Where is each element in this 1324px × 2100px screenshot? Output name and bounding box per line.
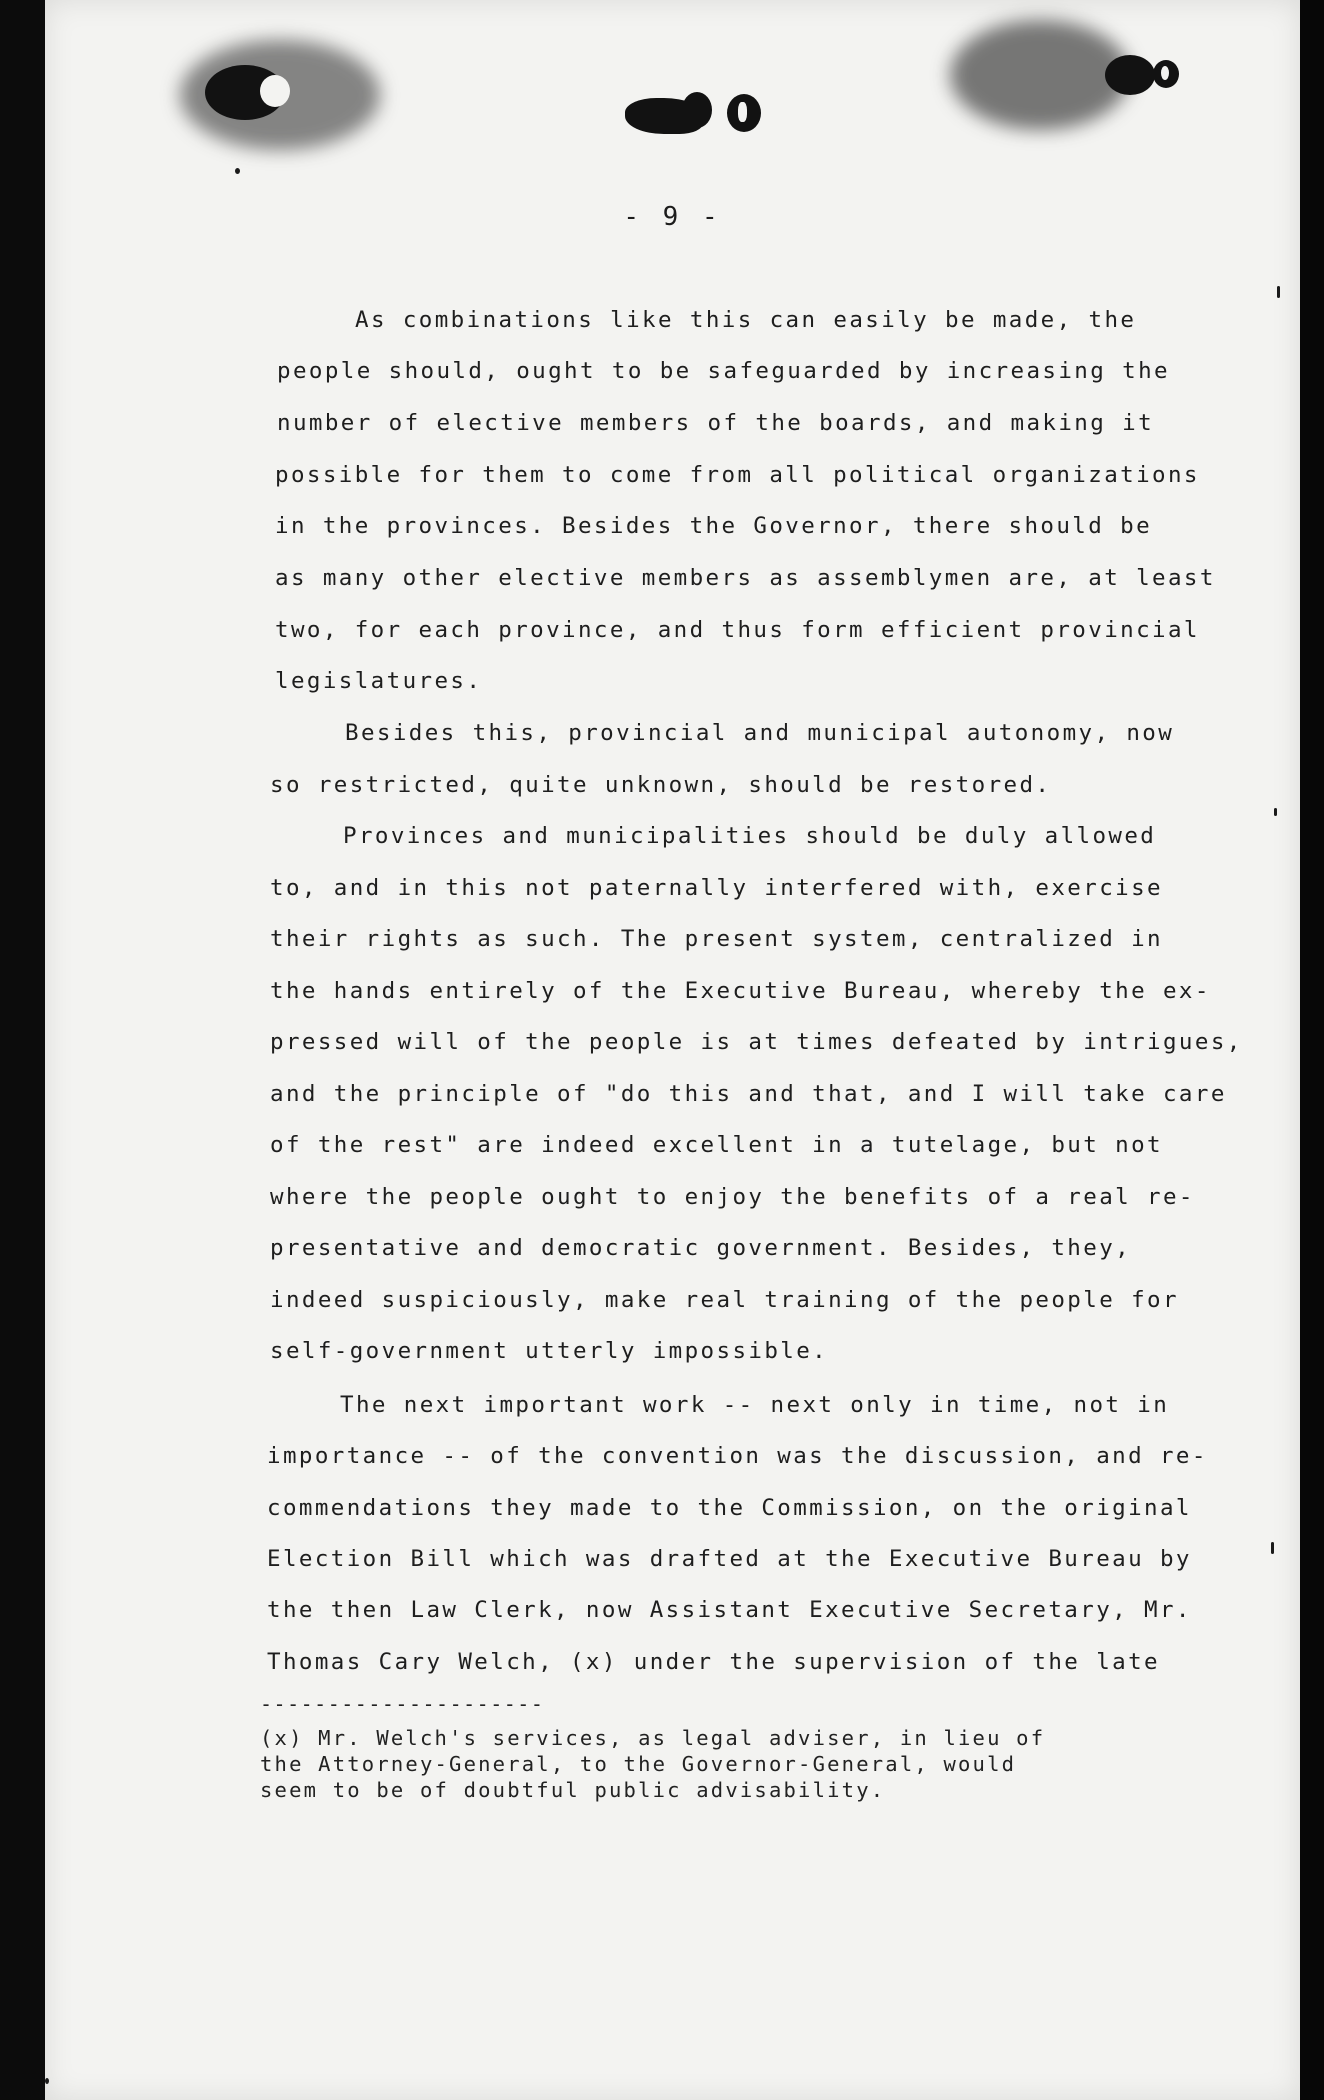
text-line: the then Law Clerk, now Assistant Executive Secretary, Mr. (267, 1597, 1192, 1623)
ink-dot-top-center (682, 92, 712, 128)
text-line: in the provinces. Besides the Governor, there should be (275, 513, 1153, 539)
text-line: importance -- of the convention was the discussion, and re- (267, 1443, 1208, 1469)
text-line: legislatures. (275, 668, 483, 694)
page-number: - 9 - (623, 202, 722, 232)
text-line: presentative and democratic government. Besides, they, (270, 1235, 1132, 1261)
text-line: pressed will of the people is at times defeated by intrigues, (270, 1029, 1243, 1055)
binder-hole-left (260, 75, 290, 107)
text-line: commendations they made to the Commission, on the original (267, 1495, 1192, 1521)
text-line: possible for them to come from all political organizations (275, 462, 1200, 488)
speck-right-margin-2 (1274, 808, 1277, 816)
text-line: two, for each province, and thus form efficient provincial (275, 617, 1200, 643)
text-line: so restricted, quite unknown, should be restored. (270, 772, 1052, 798)
text-line: where the people ought to enjoy the benefits of a real re- (270, 1184, 1195, 1210)
text-line: of the rest" are indeed excellent in a tutelage, but not (270, 1132, 1163, 1158)
text-line: Thomas Cary Welch, (x) under the supervision of the late (267, 1649, 1160, 1675)
ring-hole-top-right (1161, 66, 1169, 80)
speck-right-margin-3 (1271, 1542, 1274, 1554)
scan-border-right (1300, 0, 1324, 2100)
text-line: to, and in this not paternally interfered with, exercise (270, 875, 1163, 901)
text-line: and the principle of "do this and that, and I will take care (270, 1081, 1227, 1107)
text-line: the hands entirely of the Executive Bureau, whereby the ex- (270, 978, 1211, 1004)
text-line: their rights as such. The present system, centralized in (270, 926, 1163, 952)
ink-blot-top-right (1105, 55, 1155, 95)
footnote-line: the Attorney-General, to the Governor-General, would (260, 1752, 1017, 1776)
footnote-line: (x) Mr. Welch's services, as legal adviser, in lieu of (260, 1726, 1046, 1750)
text-line: people should, ought to be safeguarded by increasing the (277, 358, 1170, 384)
text-line: The next important work -- next only in time, not in (340, 1392, 1170, 1418)
text-line: number of elective members of the boards, and making it (277, 410, 1155, 436)
speck-bottom-left (45, 2078, 49, 2084)
text-line: self-government utterly impossible. (270, 1338, 829, 1364)
footnote-line: seem to be of doubtful public advisability. (260, 1778, 886, 1802)
document-page (45, 0, 1300, 2100)
speck-top-left (235, 168, 240, 174)
text-line: As combinations like this can easily be made, the (355, 307, 1137, 333)
footnote-rule: --------------------- (260, 1692, 545, 1716)
ink-smudge-top-right (950, 20, 1130, 130)
speck-right-margin-1 (1277, 286, 1280, 298)
text-line: Besides this, provincial and municipal autonomy, now (345, 720, 1175, 746)
text-line: Provinces and municipalities should be duly allowed (343, 823, 1157, 849)
text-line: as many other elective members as assemblymen are, at least (275, 565, 1216, 591)
text-line: Election Bill which was drafted at the Executive Bureau by (267, 1546, 1192, 1572)
text-line: indeed suspiciously, make real training of the people for (270, 1287, 1179, 1313)
ring-hole-top-center (738, 102, 747, 122)
